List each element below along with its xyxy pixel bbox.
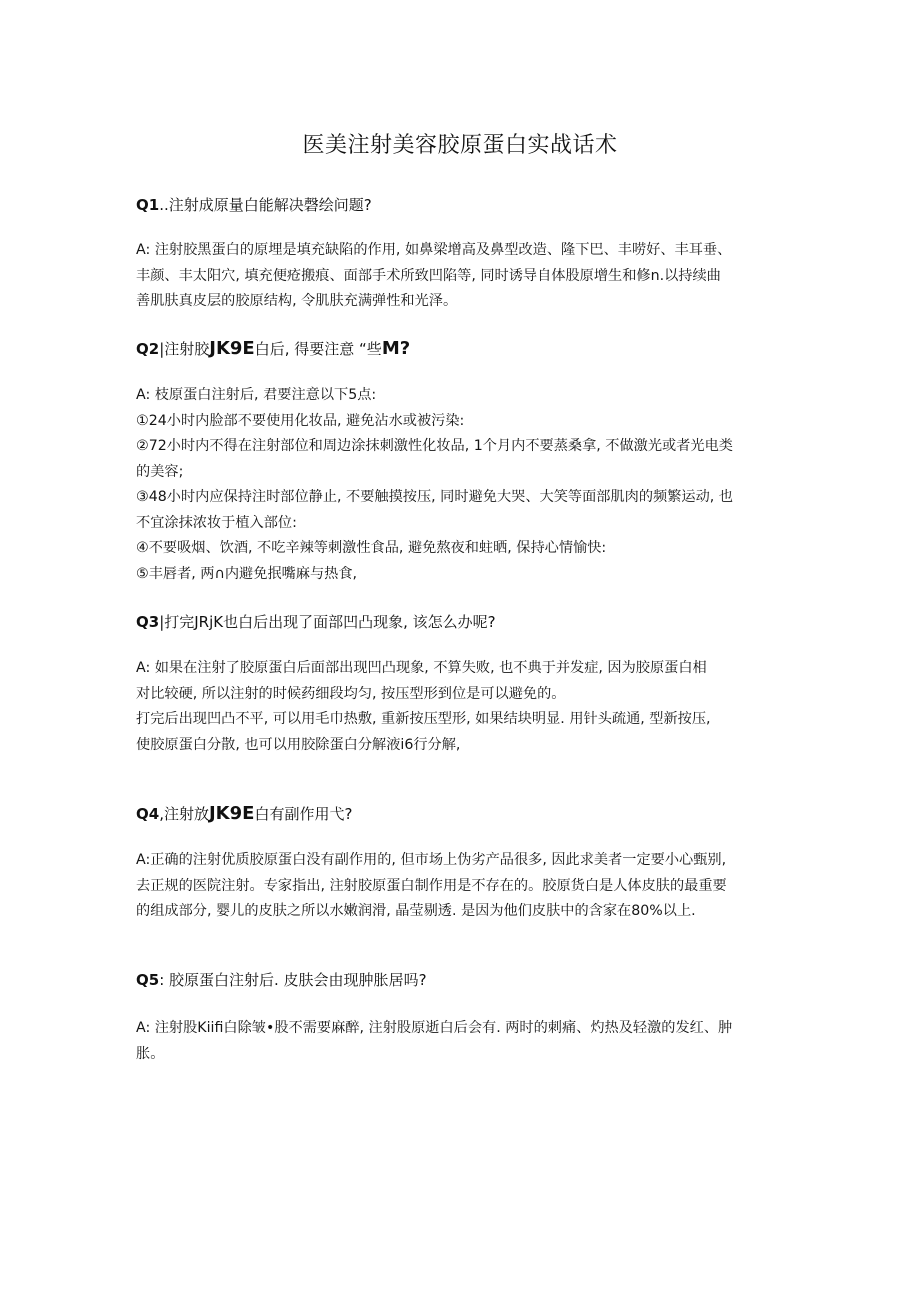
answer-5 (136, 1016, 788, 1067)
answer-5-line: A: 注射股Kiifi白除皱•股不需要麻醉, 注射股原逝白后会有. 两时的刺痛、灼热及轻激的发红、肿 (136, 1020, 733, 1036)
answer-3 (136, 656, 788, 758)
answer-3-line: 使胶原蛋白分散, 也可以用胶除蛋白分解液i6行分解, (136, 736, 461, 753)
question-2-text-a: |注射胶 (159, 340, 210, 358)
question-4 (136, 803, 796, 825)
answer-5-line: 胀。 (136, 1045, 165, 1062)
question-2-bold-a: JK9E (209, 338, 255, 359)
answer-2-line: A: 枝原蛋白注射后, 君要注意以下5点: (136, 387, 377, 403)
answer-3-line: 对比较硬, 所以注射的时候药细段均匀, 按压型形到位是可以避免的。 (136, 685, 566, 702)
question-2 (136, 338, 796, 360)
answer-3-line: A: 如果在注射了胶原蛋白后面部出现凹凸现象, 不算失败, 也不典于并发症, 因为胶原蛋白相 (136, 660, 707, 676)
answer-4-line: 去正规的医院注射。专家指出, 注射胶原蛋白制作用是不存在的。胶原货白是人体皮肤的最重要 (136, 877, 727, 894)
answer-4-line: A:正确的注射优质胶原蛋白没有副作用的, 但市场上伪劣产品很多, 因此求美者一定要小心甄别, (136, 852, 727, 868)
answer-1-line: A: 注射胶黑蛋白的原埋是填充缺陷的作用, 如鼻梁增高及鼻型改造、隆下巴、丰唠好、丰耳垂、 (136, 242, 732, 258)
answer-2-line: 不宜涂抹浓妆于植入部位: (136, 514, 297, 531)
question-4-text-b: 白有副作用弋? (254, 805, 353, 823)
question-3-text: |打完JRjK也白后出现了面部凹凸现象, 该怎么办呢? (159, 613, 496, 631)
question-3-prefix: Q3 (136, 613, 160, 631)
question-5-text: : 胶原蛋白注射后. 皮肤会由现肿胀居吗? (159, 971, 427, 989)
question-1-text: ..注射成原量白能解决磬绘问题? (159, 196, 372, 214)
answer-1-line: 丰颜、丰太阳穴, 填充便疮搬痕、面部手术所致凹陷等, 同时诱导自体股原增生和修n.以持续曲 (136, 267, 721, 284)
answer-2 (136, 383, 788, 587)
question-1-prefix: Q1 (136, 196, 160, 214)
answer-2-line: ②72小时内不得在注射部位和周边涂抹刺激性化妆品, 1个月内不要蒸桑拿, 不做激光或者光电类 (136, 438, 733, 454)
answer-1-line: 善肌肤真皮层的胶原结构, 令肌肤充满弹性和光泽。 (136, 293, 458, 309)
question-2-text-b: 白后, 得要注意 “些 (254, 340, 382, 358)
page-title: 医美注射美容胶原蛋白实战话术 (302, 133, 618, 158)
question-1 (136, 194, 796, 216)
question-4-prefix: Q4 (136, 805, 160, 823)
question-5-prefix: Q5 (136, 971, 160, 989)
answer-4 (136, 848, 788, 925)
answer-1 (136, 238, 788, 315)
question-4-text-a: ,注射放 (159, 805, 209, 823)
answer-4-line: 的组成部分, 婴儿的皮肤之所以水嫩润滑, 晶莹剔透. 是因为他们皮肤中的含家在80%以上. (136, 903, 696, 919)
answer-2-line: ③48小时内应保持注时部位静止, 不要触摸按压, 同时避免大哭、大笑等面部肌肉的频繁运动, 也 (136, 489, 733, 505)
question-2-bold-b: M? (381, 338, 411, 359)
answer-2-line: ①24小时内脸部不要使用化妆品, 避免沾水或被污染: (136, 412, 465, 429)
question-4-bold-a: JK9E (208, 803, 255, 824)
answer-3-line: 打完后出现凹凸不平, 可以用毛巾热敷, 重新按压型形, 如果结块明显. 用针头疏通, 型新按压, (136, 711, 711, 727)
question-3 (136, 611, 796, 633)
question-5 (136, 969, 796, 991)
question-2-prefix: Q2 (136, 340, 160, 358)
answer-2-line: ④不要吸烟、饮酒, 不吃辛辣等刺激性食品, 避免熬夜和蛀晒, 保持心情愉快: (136, 540, 607, 556)
answer-2-line: ⑤丰唇者, 两∩内避免抿嘴麻与热食, (136, 565, 358, 582)
answer-2-line: 的美容; (136, 463, 184, 480)
